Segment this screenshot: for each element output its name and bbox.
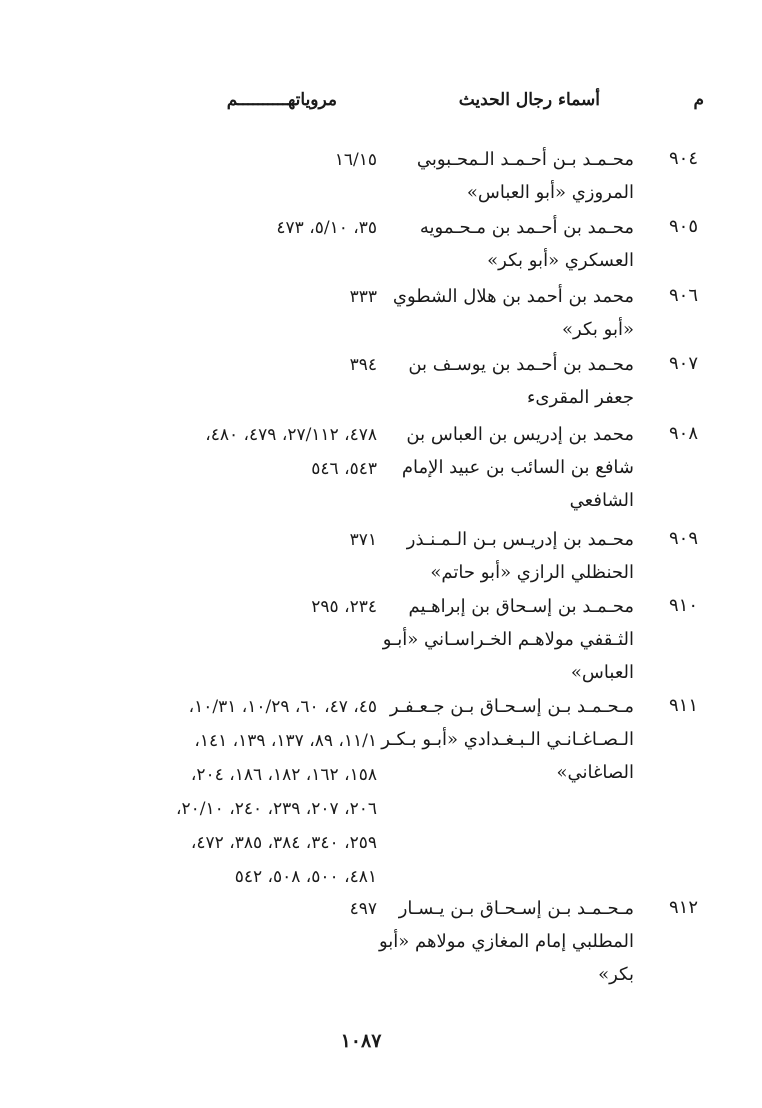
narrator-name bbox=[378, 892, 634, 991]
narrator-name-line: محـمـد بن إسـحاق بن إبراهـيم bbox=[408, 596, 634, 617]
entry-number: ٩١٢ bbox=[668, 897, 698, 918]
narrator-name-line: العباس» bbox=[570, 662, 634, 683]
narration-references bbox=[97, 590, 377, 624]
narrator-name bbox=[378, 690, 634, 789]
narrator-name-line: الثـقفي مولاهـم الخـراسـاني «أبـو bbox=[382, 629, 634, 650]
narrator-name bbox=[378, 523, 634, 589]
narrator-name-line: الحنظلي الرازي «أبو حاتم» bbox=[430, 562, 634, 583]
entry-number: ٩٠٥ bbox=[668, 216, 698, 237]
entry-number: ٩٠٩ bbox=[668, 528, 698, 549]
narration-references-line: ٢٠٦، ٢٠٧، ٢٣٩، ٢٤٠، ٢٠/١٠، bbox=[176, 799, 377, 819]
narration-references bbox=[97, 690, 377, 894]
narrator-name-line: محمد بن إدريس بن العباس بن bbox=[406, 424, 634, 445]
narrator-name-line: شافع بن السائب بن عبيد الإمام bbox=[401, 457, 634, 478]
narration-references-line: ٤٨١، ٥٠٠، ٥٠٨، ٥٤٢ bbox=[234, 867, 377, 887]
narrator-name bbox=[378, 418, 634, 517]
narrator-name-line: محـمد بن أحـمد بن يوسـف بن bbox=[408, 354, 634, 375]
narration-references-line: ١٥٨، ١٦٢، ١٨٢، ١٨٦، ٢٠٤، bbox=[190, 765, 377, 785]
narrator-name-line: مـحـمـد بـن إسـحـاق بـن جـعـفـر bbox=[389, 696, 634, 717]
entry-number: ٩١١ bbox=[668, 695, 698, 716]
narrator-name-line: الـصـاغـانـي الـبـغـدادي «أبـو بـكـر bbox=[381, 729, 634, 750]
narrator-name-line: بكر» bbox=[598, 964, 634, 985]
narration-references-line: ١١/١، ٨٩، ١٣٧، ١٣٩، ١٤١، bbox=[194, 731, 377, 751]
narration-references-line: ٥٤٣، ٥٤٦ bbox=[311, 459, 377, 479]
narrator-name-line: «أبو بكر» bbox=[562, 319, 634, 340]
entry-number: ٩٠٧ bbox=[668, 353, 698, 374]
narrator-name bbox=[378, 280, 634, 346]
narration-references-line: ١٦/١٥ bbox=[334, 150, 377, 170]
narrator-name-line: جعفر المقرىء bbox=[526, 387, 634, 408]
narrator-name bbox=[378, 590, 634, 689]
narration-references-line: ٣٥، ٥/١٠، ٤٧٣ bbox=[276, 218, 377, 238]
narrator-name-line: العسكري «أبو بكر» bbox=[487, 250, 634, 271]
narrator-name-line: محمد بن أحمد بن هلال الشطوي bbox=[392, 286, 634, 307]
narration-references bbox=[97, 348, 377, 382]
column-header-number: م bbox=[693, 90, 704, 110]
narration-references bbox=[97, 211, 377, 245]
narration-references-line: ٤٩٧ bbox=[349, 899, 377, 919]
narrator-name-line: محـمـد بـن أحـمـد الـمحـبوبي bbox=[416, 149, 634, 170]
narrator-name-line: محـمد بن إدريـس بـن الـمـنـذر bbox=[406, 529, 634, 550]
narrator-name-line: المروزي «أبو العباس» bbox=[466, 182, 634, 203]
narrator-name-line: المطلبي إمام المغازي مولاهم «أبو bbox=[378, 931, 634, 952]
narration-references bbox=[97, 892, 377, 926]
narration-references-line: ٢٣٤، ٢٩٥ bbox=[311, 597, 377, 617]
column-header-names: أسماء رجال الحديث bbox=[458, 90, 600, 110]
column-header-narrations: مروياتهــــــــــم bbox=[226, 90, 337, 110]
entry-number: ٩٠٦ bbox=[668, 285, 698, 306]
narration-references bbox=[97, 143, 377, 177]
page-number: ١٠٨٧ bbox=[340, 1030, 382, 1052]
narration-references bbox=[97, 280, 377, 314]
narration-references bbox=[97, 418, 377, 486]
narration-references-line: ٢٥٩، ٣٤٠، ٣٨٤، ٣٨٥، ٤٧٢، bbox=[190, 833, 377, 853]
entry-number: ٩٠٨ bbox=[668, 423, 698, 444]
narrator-name bbox=[378, 348, 634, 414]
narration-references-line: ٣٧١ bbox=[349, 530, 377, 550]
narrator-name-line: الشافعي bbox=[569, 490, 634, 511]
narration-references bbox=[97, 523, 377, 557]
entry-number: ٩١٠ bbox=[668, 595, 698, 616]
narration-references-line: ٤٥، ٤٧، ٦٠، ١٠/٢٩، ١٠/٣١، bbox=[188, 697, 377, 717]
narration-references-line: ٣٣٣ bbox=[349, 287, 377, 307]
narration-references-line: ٣٩٤ bbox=[349, 355, 377, 375]
narrator-name bbox=[378, 211, 634, 277]
narrator-name-line: مـحـمـد بـن إسـحـاق بـن يـسـار bbox=[398, 898, 634, 919]
narrator-name bbox=[378, 143, 634, 209]
narrator-name-line: الصاغاني» bbox=[556, 762, 634, 783]
entry-number: ٩٠٤ bbox=[668, 148, 698, 169]
narrator-name-line: محـمد بن أحـمد بن مـحـمويه bbox=[419, 217, 634, 238]
narration-references-line: ٤٧٨، ٢٧/١١٢، ٤٧٩، ٤٨٠، bbox=[205, 425, 377, 445]
